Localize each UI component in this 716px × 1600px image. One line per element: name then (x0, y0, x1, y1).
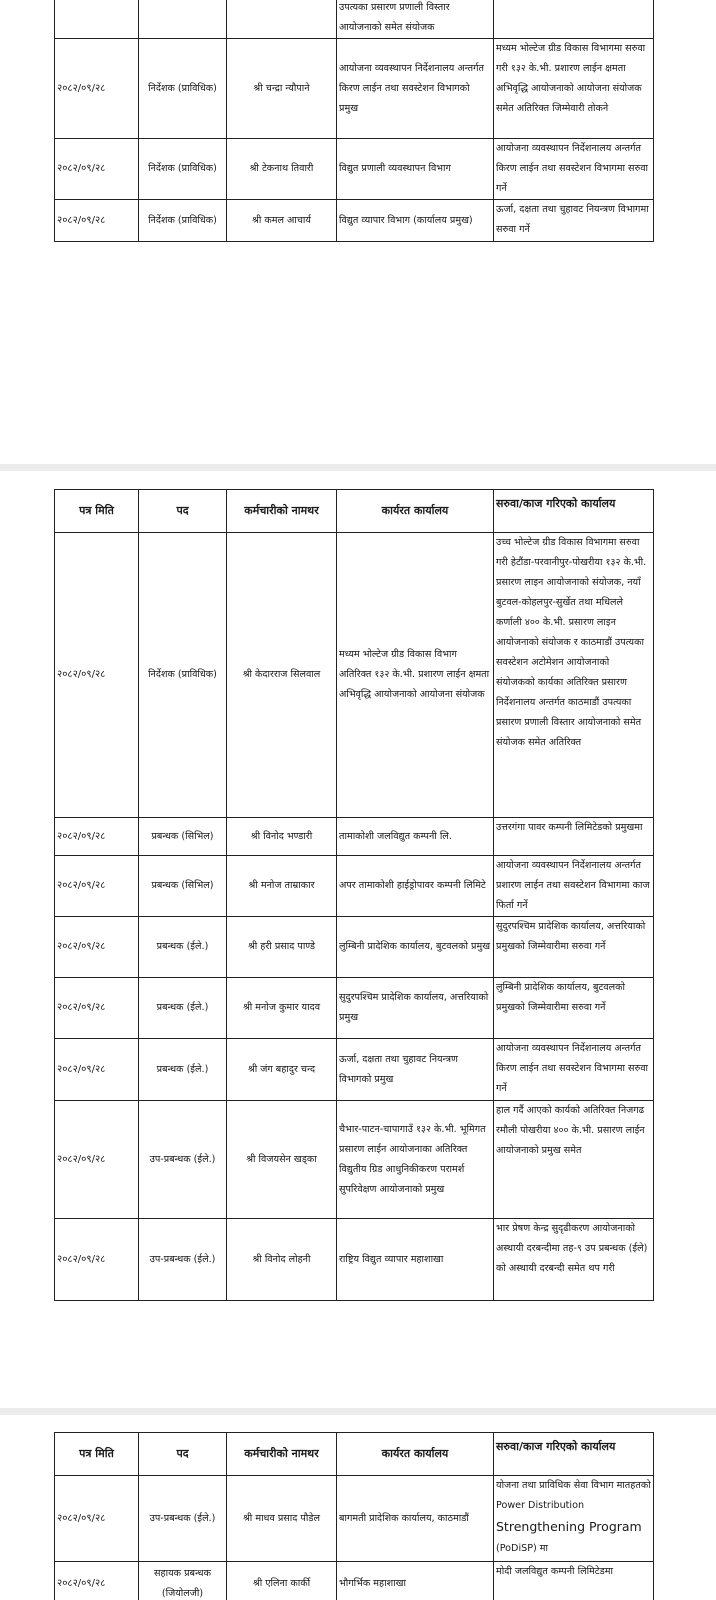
post-cell: निर्देशक (प्राविधिक) (139, 39, 227, 139)
post-cell: निर्देशक (प्राविधिक) (139, 139, 227, 200)
post-cell: सहायक प्रबन्धक (जियोलजी) (139, 1562, 227, 1600)
date-cell: २०८२/०९/२८ (55, 1219, 139, 1301)
program-code: (PoDiSP) मा (496, 1543, 548, 1554)
post-cell: निर्देशक (प्राविधिक) (139, 533, 227, 818)
name-cell: श्री मनोज कुमार यादव (227, 978, 337, 1039)
office-cell: बागमती प्रादेशिक कार्यालय, काठमाडौं (337, 1476, 494, 1562)
transfer-cell: भार प्रेषण केन्द्र सुदृढीकरण आयोजनाको अस्थायी दरबन्दीमा तह-९ उप प्रबन्धक (ईले) को अस्थायी दरबन्दी समेत थप गरी (494, 1219, 654, 1301)
name-cell: श्री मनोज ताम्राकार (227, 856, 337, 917)
name-cell: श्री चन्द्रा न्यौपाने (227, 39, 337, 139)
program-name: Strengthening Program (496, 1519, 642, 1534)
table-row (55, 533, 654, 818)
name-cell: श्री कमल आचार्य (227, 200, 337, 242)
column-header: पद (139, 1433, 227, 1476)
transfer-table-3 (54, 1432, 654, 1600)
name-cell: श्री माधव प्रसाद पौडेल (227, 1476, 337, 1562)
date-cell: २०८२/०९/२८ (55, 1476, 139, 1562)
post-cell: उप-प्रबन्धक (ईले.) (139, 1101, 227, 1219)
date-cell: २०८२/०९/२८ (55, 533, 139, 818)
office-cell: चैभार-पाटन-चापागाउँ १३२ के.भी. भूमिगत प्रसारण लाईन आयोजनाका अतिरिक्त विद्युतीय ग्रिड आधुनिकीकरण परामर्श सुपरिवेक्षण आयोजनाको प्रमुख (337, 1101, 494, 1219)
table-row (55, 1219, 654, 1301)
name-cell: श्री विजयसेन खड्का (227, 1101, 337, 1219)
column-header: सरुवा/काज गरिएको कार्यालय (494, 1433, 654, 1476)
date-cell: २०८२/०९/२८ (55, 200, 139, 242)
table-row (55, 39, 654, 139)
post-cell: प्रबन्धक (ईले.) (139, 1039, 227, 1101)
date-cell: २०८२/०९/२८ (55, 1101, 139, 1219)
transfer-cell (494, 1476, 654, 1562)
transfer-cell: मोदी जलविद्युत कम्पनी लिमिटेडमा (494, 1562, 654, 1600)
table-row (55, 856, 654, 917)
column-header: कार्यरत कार्यालय (337, 1433, 494, 1476)
table-row (55, 917, 654, 978)
column-header: कार्यरत कार्यालय (337, 490, 494, 533)
date-cell: २०८२/०९/२८ (55, 139, 139, 200)
office-cell: तामाकोशी जलविद्युत कम्पनी लि. (337, 818, 494, 856)
column-header: कर्मचारीको नामथर (227, 1433, 337, 1476)
transfer-cell: आयोजना व्यवस्थापन निर्देशनालय अन्तर्गत किरण लाईन तथा सवस्टेशन विभागमा सरुवा गर्ने (494, 139, 654, 200)
name-cell: श्री विनोद भण्डारी (227, 818, 337, 856)
office-cell: आयोजना व्यवस्थापन निर्देशनालय अन्तर्गत किरण लाईन तथा सवस्टेशन विभागको प्रमुख (337, 39, 494, 139)
transfer-cell: ऊर्जा, दक्षता तथा चुहावट नियन्त्रण विभागमा सरुवा गर्ने (494, 200, 654, 242)
column-header: कर्मचारीको नामथर (227, 490, 337, 533)
name-cell: श्री केदारराज सिलवाल (227, 533, 337, 818)
column-header: पत्र मिति (55, 1433, 139, 1476)
date-cell: २०८२/०९/२८ (55, 1562, 139, 1600)
post-cell: प्रबन्धक (ईले.) (139, 978, 227, 1039)
name-cell: श्री एलिना कार्की (227, 1562, 337, 1600)
office-cell: राष्ट्रिय विद्युत व्यापार महाशाखा (337, 1219, 494, 1301)
table-row (55, 978, 654, 1039)
table-row (55, 200, 654, 242)
office-cell: सुदुरपश्चिम प्रादेशिक कार्यालय, अत्तरियाको प्रमुख (337, 978, 494, 1039)
page-divider (0, 1408, 716, 1415)
transfer-text: योजना तथा प्राविधिक सेवा विभाग मातहतको Power Distribution (496, 1480, 651, 1511)
post-cell: प्रबन्धक (सिभिल) (139, 856, 227, 917)
office-cell: भौगर्भिक महाशाखा (337, 1562, 494, 1600)
table-row (55, 139, 654, 200)
section-3 (0, 1415, 716, 1600)
section-1 (0, 0, 716, 462)
transfer-cell: उच्च भोल्टेज ग्रीड विकास विभागमा सरुवा गरी हेटौंडा-परवानीपुर-पोखरीया १३२ के.भी. प्रसारण लाइन आयोजनाको संयोजक, नयाँ बुटवल-कोहलपुर-सुर्खेत तथा मधिलले कर्णाली ४०० के.भी. प्रसारण लाइन आयोजनाको संयोजक र काठमाडौं उपत्यका सवस्टेशन अटोमेशन आयोजनाको संयोजकको कार्यका अतिरिक्त प्रसारण निर्देशनालय अन्तर्गत काठमाडौं उपत्यका प्रसारण प्रणाली विस्तार आयोजनाको समेत संयोजक समेत अतिरिक्त (494, 533, 654, 818)
transfer-cell: आयोजना व्यवस्थापन निर्देशनालय अन्तर्गत किरण लाईन तथा सवस्टेशन विभागमा सरुवा गर्ने (494, 1039, 654, 1101)
name-cell: श्री हरी प्रसाद पाण्डे (227, 917, 337, 978)
post-cell (139, 0, 227, 39)
date-cell (55, 0, 139, 39)
transfer-cell: उत्तरगंगा पावर कम्पनी लिमिटेडको प्रमुखमा (494, 818, 654, 856)
table-row (55, 818, 654, 856)
page-divider (0, 464, 716, 471)
column-header: पद (139, 490, 227, 533)
transfer-cell: हाल गर्दै आएको कार्यको अतिरिक्त निजगढ रमौली पोखरीया ४०० के.भी. प्रसारण लाईन आयोजनाको प्रमुख समेत (494, 1101, 654, 1219)
table-row (55, 1562, 654, 1600)
office-cell: लुम्बिनी प्रादेशिक कार्यालय, बुटवलको प्रमुख (337, 917, 494, 978)
office-cell: मध्यम भोल्टेज ग्रीड विकास विभाग अतिरिक्त १३२ के.भी. प्रशारण लाईन क्षमता अभिवृद्धि आयोजनाको आयोजना संयोजक (337, 533, 494, 818)
name-cell (227, 0, 337, 39)
table-header-row (55, 490, 654, 533)
table-header-row (55, 1433, 654, 1476)
post-cell: उप-प्रबन्धक (ईले.) (139, 1476, 227, 1562)
office-cell: उपत्यका प्रसारण प्रणाली विस्तार आयोजनाको समेत संयोजक (337, 0, 494, 39)
date-cell: २०८२/०९/२८ (55, 978, 139, 1039)
transfer-cell: मध्यम भोल्टेज ग्रीड विकास विभागमा सरुवा गरी १३२ के.भी. प्रशारण लाईन क्षमता अभिवृद्धि आयोजनाको आयोजना संयोजक समेत अतिरिक्त जिम्मेवारी तोकने (494, 39, 654, 139)
office-cell: ऊर्जा, दक्षता तथा चुहावट नियन्त्रण विभागको प्रमुख (337, 1039, 494, 1101)
office-cell: विद्युत व्यापार विभाग (कार्यालय प्रमुख) (337, 200, 494, 242)
transfer-table-1 (54, 0, 654, 242)
transfer-cell: लुम्बिनी प्रादेशिक कार्यालय, बुटवलको प्रमुखको जिम्मेवारीमा सरुवा गर्ने (494, 978, 654, 1039)
date-cell: २०८२/०९/२८ (55, 39, 139, 139)
post-cell: प्रबन्धक (ईले.) (139, 917, 227, 978)
date-cell: २०८२/०९/२८ (55, 856, 139, 917)
table-row (55, 1101, 654, 1219)
name-cell: श्री टेकनाथ तिवारी (227, 139, 337, 200)
transfer-cell: सुदुरपश्चिम प्रादेशिक कार्यालय, अत्तरियाको प्रमुखको जिम्मेवारीमा सरुवा गर्ने (494, 917, 654, 978)
table-row (55, 1476, 654, 1562)
name-cell: श्री विनोद लोहनी (227, 1219, 337, 1301)
column-header: सरुवा/काज गरिएको कार्यालय (494, 490, 654, 533)
date-cell: २०८२/०९/२८ (55, 917, 139, 978)
name-cell: श्री जंग बहादुर चन्द (227, 1039, 337, 1101)
table-row (55, 1039, 654, 1101)
date-cell: २०८२/०९/२८ (55, 1039, 139, 1101)
table-row (55, 0, 654, 39)
transfer-cell: आयोजना व्यवस्थापन निर्देशनालय अन्तर्गत प्रशारण लाईन तथा सवस्टेशन विभागमा काज फिर्ता गर्ने (494, 856, 654, 917)
section-2 (0, 471, 716, 1408)
post-cell: निर्देशक (प्राविधिक) (139, 200, 227, 242)
office-cell: अपर तामाकोशी हाईड्रोपावर कम्पनी लिमिटे (337, 856, 494, 917)
post-cell: प्रबन्धक (सिभिल) (139, 818, 227, 856)
transfer-table-2 (54, 489, 654, 1301)
date-cell: २०८२/०९/२८ (55, 818, 139, 856)
transfer-cell (494, 0, 654, 39)
office-cell: विद्युत प्रणाली व्यवस्थापन विभाग (337, 139, 494, 200)
post-cell: उप-प्रबन्धक (ईले.) (139, 1219, 227, 1301)
column-header: पत्र मिति (55, 490, 139, 533)
